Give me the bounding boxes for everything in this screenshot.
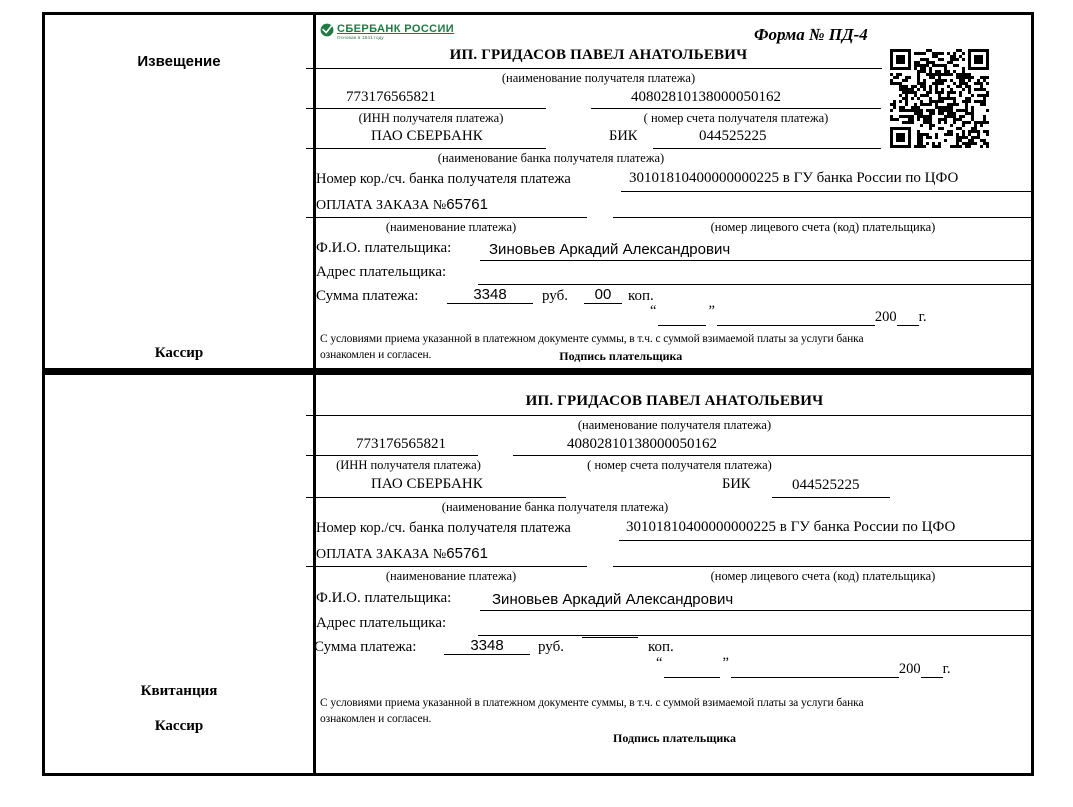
date-close-quote: ” xyxy=(722,655,729,671)
kop-value xyxy=(582,637,638,638)
rub-label: руб. xyxy=(542,288,568,304)
date-open-quote: “ xyxy=(656,655,663,671)
sberbank-logo xyxy=(320,23,454,40)
fio-value: Зиновьев Аркадий Александрович xyxy=(492,591,734,608)
kop-label: коп. xyxy=(628,288,654,304)
date-row xyxy=(648,303,927,326)
bank-caption: (наименование банка получателя платежа) xyxy=(441,500,669,514)
year-blank xyxy=(897,310,919,326)
year-suffix: г. xyxy=(918,309,927,325)
bank-caption: (наименование банка получателя платежа) xyxy=(437,151,665,165)
bank-name: ПАО СБЕРБАНК xyxy=(371,476,483,492)
sberbank-logo-tagline: Основан в 1841 году xyxy=(337,35,384,40)
agreement-line2-row xyxy=(320,349,682,364)
date-row xyxy=(654,655,951,678)
address-label: Адрес плательщика: xyxy=(316,615,447,631)
qr-code xyxy=(890,49,989,148)
bank-name: ПАО СБЕРБАНК xyxy=(371,128,483,144)
address-underline xyxy=(478,284,1033,285)
fio-underline xyxy=(480,610,1033,611)
inn-caption: (ИНН получателя платежа) xyxy=(336,458,481,472)
fio-label: Ф.И.О. плательщика: xyxy=(316,590,452,606)
account-underline xyxy=(513,455,1033,456)
bik-label: БИК xyxy=(609,128,638,144)
order-number: 65761 xyxy=(446,545,488,562)
sberbank-logo-text: СБЕРБАНК РОССИИ xyxy=(337,23,455,35)
signature-label: Подпись плательщика xyxy=(559,349,683,363)
sberbank-emblem-icon xyxy=(320,23,334,37)
year-prefix: 200 xyxy=(898,661,921,677)
receipt-left-column xyxy=(45,375,316,773)
date-close-quote: ” xyxy=(708,303,715,319)
form-number-label: Форма № ПД-4 xyxy=(754,25,868,44)
section-divider xyxy=(45,368,1031,375)
separator-line xyxy=(306,415,1033,416)
personal-account-underline xyxy=(613,217,1033,218)
bank-underline xyxy=(306,148,546,149)
sum-label: Сумма платежа: xyxy=(316,288,419,304)
personal-account-underline xyxy=(613,566,1033,567)
signature-label: Подпись плательщика xyxy=(613,731,736,745)
receipt-form xyxy=(316,375,1031,773)
payment-caption: (наименование платежа) xyxy=(385,220,517,234)
sum-value: 3348 xyxy=(447,286,533,304)
bank-underline xyxy=(306,497,566,498)
personal-account-caption: (номер лицевого счета (код) плательщика) xyxy=(710,220,936,234)
receipt-label: Квитанция xyxy=(140,683,218,699)
corr-account-label: Номер кор./сч. банка получателя платежа xyxy=(316,520,571,536)
recipient-caption: (наименование получателя платежа) xyxy=(577,418,772,432)
payment-caption: (наименование платежа) xyxy=(385,569,517,583)
recipient-name: ИП. ГРИДАСОВ ПАВЕЛ АНАТОЛЬЕВИЧ xyxy=(449,47,748,63)
account-value: 40802810138000050162 xyxy=(631,89,781,105)
account-underline xyxy=(591,108,881,109)
agreement-line2: ознакомлен и согласен. xyxy=(320,713,432,725)
payment-underline xyxy=(306,566,587,567)
payment-underline xyxy=(306,217,587,218)
date-month-blank xyxy=(731,662,899,678)
payment-name xyxy=(316,545,488,563)
fio-underline xyxy=(480,260,1033,261)
recipient-caption: (наименование получателя платежа) xyxy=(501,71,696,85)
personal-account-caption: (номер лицевого счета (код) плательщика) xyxy=(710,569,936,583)
bik-value: 044525225 xyxy=(699,128,767,144)
address-label: Адрес плательщика: xyxy=(316,264,447,280)
fio-value: Зиновьев Аркадий Александрович xyxy=(489,241,731,258)
bik-underline xyxy=(772,497,890,498)
recipient-name: ИП. ГРИДАСОВ ПАВЕЛ АНАТОЛЬЕВИЧ xyxy=(525,393,824,409)
payment-name xyxy=(316,196,488,214)
inn-underline xyxy=(306,108,546,109)
year-prefix: 200 xyxy=(874,309,897,325)
notice-section xyxy=(45,15,1031,368)
sum-label: Сумма платежа: xyxy=(314,639,417,655)
corr-account-value: 30101810400000000225 в ГУ банка России по ЦФО xyxy=(629,170,959,186)
rub-label: руб. xyxy=(538,639,564,655)
year-blank xyxy=(921,662,943,678)
cashier-label: Кассир xyxy=(154,718,204,734)
inn-caption: (ИНН получателя платежа) xyxy=(358,111,504,125)
inn-value: 773176565821 xyxy=(356,436,446,452)
year-suffix: г. xyxy=(942,661,951,677)
account-value: 40802810138000050162 xyxy=(567,436,717,452)
inn-underline xyxy=(306,455,478,456)
notice-left-column xyxy=(45,15,316,368)
account-caption: ( номер счета получателя платежа) xyxy=(643,111,829,125)
account-caption: ( номер счета получателя платежа) xyxy=(587,458,772,472)
corr-account-label: Номер кор./сч. банка получателя платежа xyxy=(316,171,571,187)
bik-label: БИК xyxy=(722,476,751,492)
agreement-line1: С условиями приема указанной в платежном документе суммы, в т.ч. с суммой взимаемой платы за услуги банка xyxy=(320,333,864,345)
fio-label: Ф.И.О. плательщика: xyxy=(316,240,452,256)
sum-value: 3348 xyxy=(444,637,530,655)
bik-underline xyxy=(653,148,881,149)
kop-label: коп. xyxy=(648,639,674,655)
payment-name-label: ОПЛАТА ЗАКАЗА № xyxy=(316,547,447,562)
kop-value: 00 xyxy=(584,286,622,304)
inn-value: 773176565821 xyxy=(346,89,436,105)
notice-form xyxy=(316,15,1031,368)
agreement-line1: С условиями приема указанной в платежном документе суммы, в т.ч. с суммой взимаемой платы за услуги банка xyxy=(320,697,864,709)
corr-underline xyxy=(621,191,1033,192)
corr-account-value: 30101810400000000225 в ГУ банка России по ЦФО xyxy=(626,519,956,535)
payment-form-sheet xyxy=(42,12,1034,776)
date-month-blank xyxy=(717,310,875,326)
date-day-blank xyxy=(658,310,706,326)
payment-name-label: ОПЛАТА ЗАКАЗА № xyxy=(316,198,447,213)
date-open-quote: “ xyxy=(650,303,657,319)
order-number: 65761 xyxy=(446,196,488,213)
cashier-label: Кассир xyxy=(154,345,204,361)
date-day-blank xyxy=(664,662,720,678)
notice-label: Извещение xyxy=(137,53,221,70)
agreement-line2: ознакомлен и согласен. xyxy=(320,349,432,361)
bik-value: 044525225 xyxy=(792,477,860,493)
separator-line xyxy=(306,68,882,69)
receipt-section xyxy=(45,375,1031,773)
corr-underline xyxy=(619,540,1033,541)
address-underline xyxy=(478,635,1033,636)
